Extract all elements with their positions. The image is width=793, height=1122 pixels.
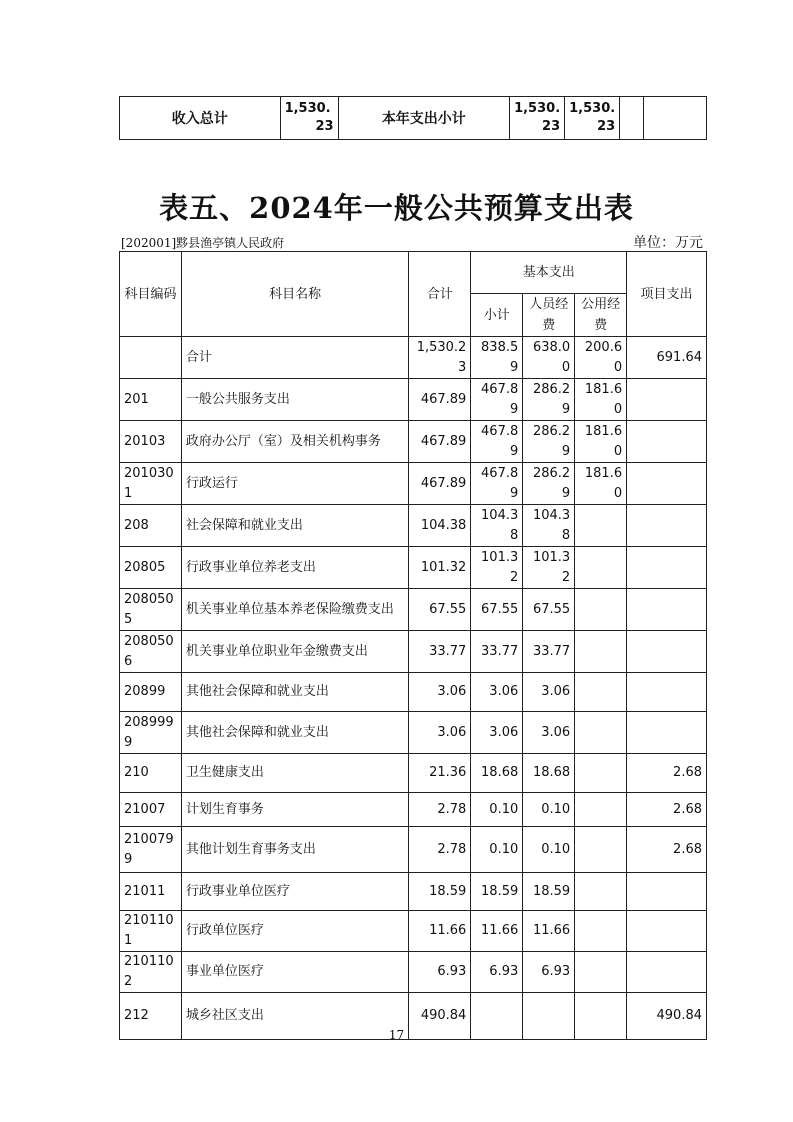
table-row	[120, 754, 707, 793]
code-cell: 2080505	[120, 589, 182, 631]
public-cell	[575, 911, 627, 952]
project-cell	[627, 712, 707, 754]
subtotal-cell: 467.89	[471, 463, 523, 505]
subtotal-cell: 11.66	[471, 911, 523, 952]
header-total: 合计	[409, 252, 471, 337]
name-cell: 政府办公厅（室）及相关机构事务	[181, 421, 409, 463]
subtotal-cell: 18.68	[471, 754, 523, 793]
total-cell: 33.77	[409, 631, 471, 673]
total-cell: 67.55	[409, 589, 471, 631]
subtotal-cell: 0.10	[471, 793, 523, 827]
subtotal-cell: 6.93	[471, 952, 523, 993]
public-cell	[575, 793, 627, 827]
personnel-cell: 18.68	[523, 754, 575, 793]
budget-expenditure-table	[119, 251, 707, 1040]
expense-subtotal2-line1: 1,530.	[569, 101, 616, 116]
project-cell: 2.68	[627, 754, 707, 793]
public-cell	[575, 952, 627, 993]
header-code: 科目编码	[120, 252, 182, 337]
table-row	[120, 379, 707, 421]
income-total-label: 收入总计	[120, 97, 281, 140]
total-cell: 467.89	[409, 463, 471, 505]
public-cell	[575, 712, 627, 754]
name-cell: 合计	[181, 337, 409, 379]
project-cell	[627, 673, 707, 712]
subtotal-cell: 67.55	[471, 589, 523, 631]
personnel-cell: 67.55	[523, 589, 575, 631]
name-cell: 卫生健康支出	[181, 754, 409, 793]
table-row	[120, 505, 707, 547]
personnel-cell: 286.29	[523, 463, 575, 505]
total-cell: 2.78	[409, 827, 471, 873]
code-cell: 21007	[120, 793, 182, 827]
header-row	[120, 252, 707, 294]
table-body	[120, 337, 707, 1040]
name-cell: 一般公共服务支出	[181, 379, 409, 421]
page-number: 17	[388, 1028, 405, 1042]
personnel-cell: 6.93	[523, 952, 575, 993]
public-cell	[575, 589, 627, 631]
name-cell: 行政事业单位医疗	[181, 873, 409, 911]
total-cell: 6.93	[409, 952, 471, 993]
personnel-cell: 0.10	[523, 827, 575, 873]
code-cell: 210	[120, 754, 182, 793]
code-cell: 2100799	[120, 827, 182, 873]
code-cell: 2010301	[120, 463, 182, 505]
project-cell	[627, 631, 707, 673]
project-cell	[627, 873, 707, 911]
code-cell: 2101101	[120, 911, 182, 952]
project-cell	[627, 505, 707, 547]
public-cell: 181.60	[575, 421, 627, 463]
page-title: 表五、2024年一般公共预算支出表	[159, 191, 634, 225]
subtotal-cell: 33.77	[471, 631, 523, 673]
table-row	[120, 712, 707, 754]
personnel-cell: 286.29	[523, 421, 575, 463]
empty-cell	[620, 97, 644, 140]
name-cell: 事业单位医疗	[181, 952, 409, 993]
organization-label: [202001]黟县渔亭镇人民政府	[121, 236, 285, 250]
header-basic: 基本支出	[471, 252, 627, 294]
public-cell	[575, 673, 627, 712]
table-row	[120, 463, 707, 505]
total-cell: 467.89	[409, 379, 471, 421]
table-row	[120, 911, 707, 952]
name-cell: 其他计划生育事务支出	[181, 827, 409, 873]
income-total-value-line1: 1,530.	[284, 101, 331, 116]
code-cell: 212	[120, 993, 182, 1040]
total-cell: 3.06	[409, 673, 471, 712]
personnel-cell: 33.77	[523, 631, 575, 673]
project-cell	[627, 547, 707, 589]
subtotal-cell: 101.32	[471, 547, 523, 589]
project-cell: 490.84	[627, 993, 707, 1040]
personnel-cell: 3.06	[523, 712, 575, 754]
code-cell: 201	[120, 379, 182, 421]
expense-subtotal2-line2: 23	[597, 119, 616, 134]
total-cell: 3.06	[409, 712, 471, 754]
code-cell: 20805	[120, 547, 182, 589]
expense-subtotal-label: 本年支出小计	[338, 97, 510, 140]
expense-subtotal-value	[510, 97, 565, 140]
total-cell: 18.59	[409, 873, 471, 911]
table-row	[120, 547, 707, 589]
personnel-cell: 104.38	[523, 505, 575, 547]
table-row	[120, 589, 707, 631]
personnel-cell: 11.66	[523, 911, 575, 952]
public-cell	[575, 631, 627, 673]
income-total-value	[280, 97, 338, 140]
code-cell: 20103	[120, 421, 182, 463]
project-cell	[627, 463, 707, 505]
name-cell: 其他社会保障和就业支出	[181, 673, 409, 712]
total-cell: 104.38	[409, 505, 471, 547]
total-cell: 467.89	[409, 421, 471, 463]
income-total-value-line2: 23	[315, 119, 334, 134]
income-summary-table	[119, 96, 707, 140]
code-cell: 21011	[120, 873, 182, 911]
total-cell: 101.32	[409, 547, 471, 589]
project-cell	[627, 421, 707, 463]
table-row	[120, 337, 707, 379]
name-cell: 机关事业单位基本养老保险缴费支出	[181, 589, 409, 631]
personnel-cell: 18.59	[523, 873, 575, 911]
subtotal-cell: 104.38	[471, 505, 523, 547]
code-cell: 2080506	[120, 631, 182, 673]
project-cell	[627, 952, 707, 993]
name-cell: 行政单位医疗	[181, 911, 409, 952]
subtotal-cell: 18.59	[471, 873, 523, 911]
name-cell: 其他社会保障和就业支出	[181, 712, 409, 754]
total-cell: 1,530.23	[409, 337, 471, 379]
project-cell	[627, 589, 707, 631]
personnel-cell: 101.32	[523, 547, 575, 589]
table-row	[120, 673, 707, 712]
project-cell: 2.68	[627, 827, 707, 873]
total-cell: 2.78	[409, 793, 471, 827]
table-row	[120, 97, 707, 140]
table-row	[120, 827, 707, 873]
table-row	[120, 793, 707, 827]
total-cell: 21.36	[409, 754, 471, 793]
table-row	[120, 952, 707, 993]
public-cell: 200.60	[575, 337, 627, 379]
personnel-cell: 286.29	[523, 379, 575, 421]
project-cell	[627, 911, 707, 952]
table-row	[120, 421, 707, 463]
personnel-cell: 0.10	[523, 793, 575, 827]
header-name: 科目名称	[181, 252, 409, 337]
public-cell: 181.60	[575, 463, 627, 505]
total-cell: 490.84	[409, 993, 471, 1040]
code-cell: 208	[120, 505, 182, 547]
subtotal-cell: 838.59	[471, 337, 523, 379]
expense-subtotal-line2: 23	[542, 119, 561, 134]
subtotal-cell: 0.10	[471, 827, 523, 873]
expense-subtotal-value-2	[565, 97, 620, 140]
public-cell	[575, 754, 627, 793]
subtotal-cell: 467.89	[471, 421, 523, 463]
total-cell: 11.66	[409, 911, 471, 952]
name-cell: 行政运行	[181, 463, 409, 505]
empty-cell	[644, 97, 707, 140]
header-public: 公用经费	[575, 294, 627, 337]
subtotal-cell: 467.89	[471, 379, 523, 421]
subtotal-cell: 3.06	[471, 673, 523, 712]
name-cell: 计划生育事务	[181, 793, 409, 827]
project-cell	[627, 379, 707, 421]
name-cell: 行政事业单位养老支出	[181, 547, 409, 589]
public-cell	[575, 505, 627, 547]
name-cell: 城乡社区支出	[181, 993, 409, 1040]
subtotal-cell: 3.06	[471, 712, 523, 754]
expense-subtotal-line1: 1,530.	[514, 101, 561, 116]
unit-label: 单位：万元	[633, 235, 703, 251]
public-cell	[575, 827, 627, 873]
public-cell	[575, 873, 627, 911]
name-cell: 机关事业单位职业年金缴费支出	[181, 631, 409, 673]
public-cell: 181.60	[575, 379, 627, 421]
header-subtotal: 小计	[471, 294, 523, 337]
header-project: 项目支出	[627, 252, 707, 337]
table-row	[120, 631, 707, 673]
header-personnel: 人员经费	[523, 294, 575, 337]
code-cell: 2089999	[120, 712, 182, 754]
personnel-cell: 3.06	[523, 673, 575, 712]
code-cell	[120, 337, 182, 379]
code-cell: 2101102	[120, 952, 182, 993]
code-cell: 20899	[120, 673, 182, 712]
personnel-cell: 638.00	[523, 337, 575, 379]
name-cell: 社会保障和就业支出	[181, 505, 409, 547]
table-row	[120, 873, 707, 911]
project-cell: 2.68	[627, 793, 707, 827]
public-cell	[575, 547, 627, 589]
project-cell: 691.64	[627, 337, 707, 379]
